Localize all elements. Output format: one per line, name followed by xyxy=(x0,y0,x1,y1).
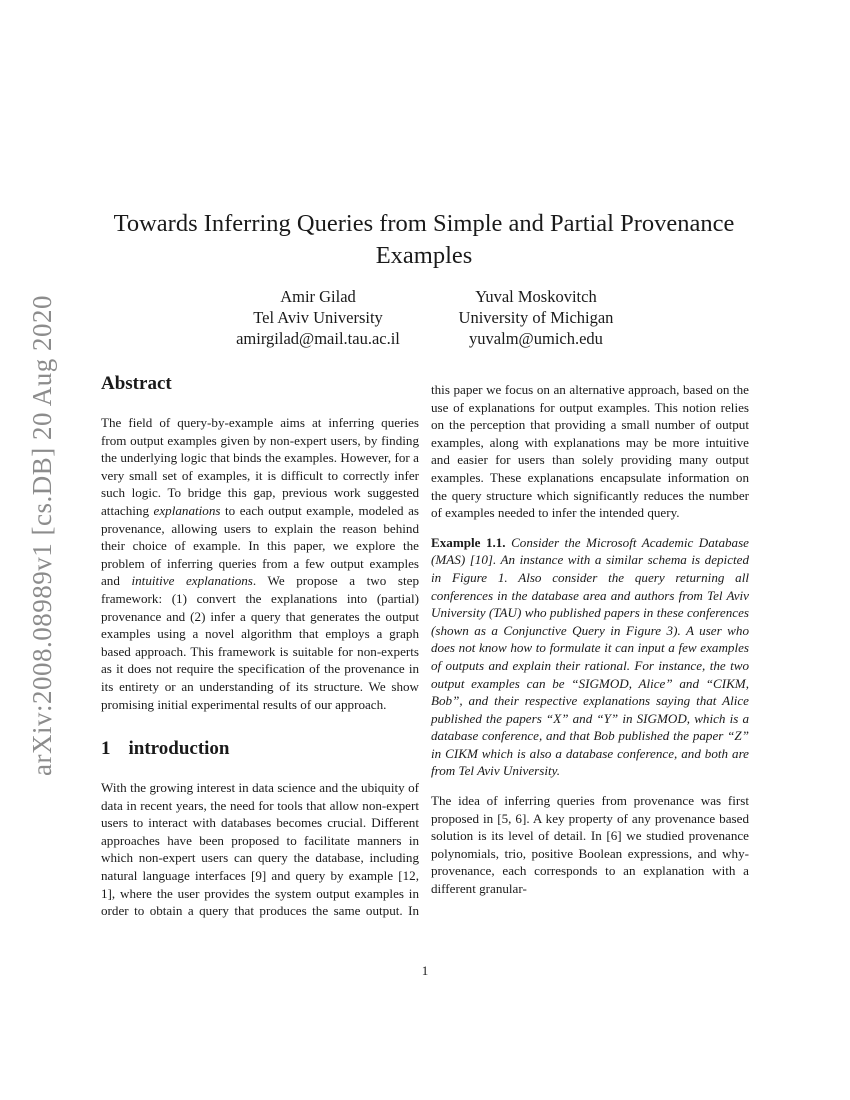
arxiv-stamp xyxy=(22,290,62,780)
introduction-heading xyxy=(101,737,419,761)
author-name: Yuval Moskovitch xyxy=(475,287,597,306)
introduction-paragraph-continued: this paper we focus on an alternative approach, based on the use of explanations for output examples. This notion relies on the perception that providing a small number of output examples, along with explanations may be more intuitive and easier for users than solely providing many output examples. These explanations encapsulate information on the query structure which significantly reduces the number of examples needed to infer the intended query. xyxy=(431,382,749,521)
abstract-text xyxy=(101,414,419,713)
example-label: Example 1.1. xyxy=(431,534,506,550)
arxiv-stamp-text: arXiv:2008.08989v1 [cs.DB] 20 Aug 2020 xyxy=(26,294,57,776)
abstract-emphasis: explanations xyxy=(153,502,221,518)
author-block-1 xyxy=(218,286,418,349)
abstract-heading: Abstract xyxy=(101,373,172,394)
example-text: Consider the Microsoft Academic Database (MAS) [10]. An instance with a similar schema is depicted in Figure 1. Also consider the query returning all conferences in the database area and authors from Tel Aviv University (TAU) who published papers in these conferences (shown as a Conjunctive Query in Figure 3). A user who does not know how to formulate it can input a few examples of outputs and explain their rational. For instance, the two output examples can be “SIGMOD, Alice” and “CIKM, Bob”, and their respective explanations saying that Alice published the papers “X” and “Y” in SIGMOD, which is a database conference, and that Bob published the paper “Z” in CIKM which is also a database conference, and both are from Tel Aviv University. xyxy=(431,534,749,779)
section-title: introduction xyxy=(128,738,230,760)
author-email: yuvalm@umich.edu xyxy=(469,329,603,348)
left-column xyxy=(101,372,419,920)
author-email: amirgilad@mail.tau.ac.il xyxy=(236,329,400,348)
abstract-text-part: The field of query-by-example aims at inferring queries from output examples given by non-expert users, by finding the underlying logic that binds the examples. However, for a very small set of examples, it is difficult to correctly infer such logic. To bridge this gap, previous work suggested attaching xyxy=(101,415,419,518)
author-affiliation: University of Michigan xyxy=(458,308,614,327)
page-number: 1 xyxy=(421,963,429,978)
author-name: Amir Gilad xyxy=(280,287,356,306)
author-affiliation: Tel Aviv University xyxy=(253,308,383,327)
right-column xyxy=(431,381,749,898)
introduction-paragraph: With the growing interest in data science and the ubiquity of data in recent years, the need for tools that allow non-expert users to interact with databases becomes crucial. Different approaches have been proposed to facilitate manners in which non-expert users can query the database, including natural language interfaces [9] and query by example [12, 1], where the user provides the system output examples in order to obtain a query that produces the same output. In xyxy=(101,780,419,919)
abstract-emphasis: intuitive explanations xyxy=(131,573,253,589)
section-number: 1 xyxy=(101,738,111,760)
author-block-2 xyxy=(436,286,636,349)
paper-title: Towards Inferring Queries from Simple and Partial Provenance Examples xyxy=(113,210,735,269)
abstract-text-part: . We propose a two step framework: (1) convert the explanations into (partial) provenance and (2) infer a query that generates the output examples using a novel algorithm that employs a graph based approach. This framework is suitable for non-experts as it does not require the specification of the provenance in its entirety or an understanding of its structure. We show promising initial experimental results of our approach. xyxy=(101,573,419,712)
abstract-text-part: to each output example, modeled as provenance, allowing users to explain the reason behind their choice of example. In this paper, we explore the problem of inferring queries from a few output examples and xyxy=(101,502,420,589)
example-paragraph xyxy=(431,534,749,780)
introduction-paragraph-2: The idea of inferring queries from provenance was first proposed in [5, 6]. A key property of any provenance based solution is its level of detail. In [6] we studied provenance polynomials, trio, positive Boolean expressions, and why-provenance, each corresponds to an explanation with a different granular- xyxy=(431,793,749,897)
